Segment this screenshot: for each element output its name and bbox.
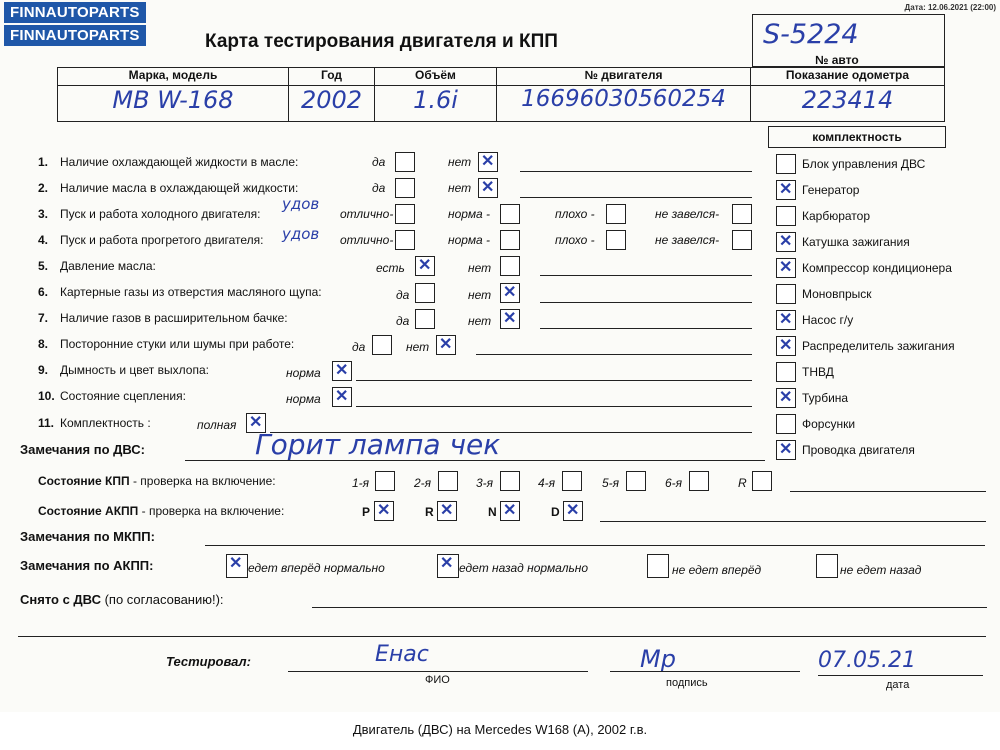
completeness-label: Катушка зажигания bbox=[802, 235, 910, 249]
option-label: плохо - bbox=[555, 207, 595, 221]
gear-label: 2-я bbox=[414, 476, 432, 490]
option-checkbox[interactable] bbox=[436, 335, 456, 355]
test-label: Дымность и цвет выхлопа: bbox=[60, 363, 209, 377]
akpp-remark-checkbox[interactable] bbox=[226, 554, 248, 578]
completeness-checkbox[interactable] bbox=[776, 154, 796, 174]
completeness-checkbox[interactable] bbox=[776, 206, 796, 226]
note-line bbox=[476, 354, 752, 355]
test-number: 6. bbox=[38, 285, 49, 299]
option-label: да bbox=[372, 155, 386, 169]
note-line bbox=[185, 460, 765, 461]
engine-remarks-label: Замечания по ДВС: bbox=[20, 442, 145, 457]
tested-label: Тестировал: bbox=[166, 654, 251, 669]
akpp-gear-checkbox[interactable] bbox=[563, 501, 583, 521]
completeness-label: Проводка двигателя bbox=[802, 443, 915, 457]
akpp-remark-checkbox[interactable] bbox=[647, 554, 669, 578]
option-label: нет bbox=[468, 261, 492, 275]
header-col-year: Год bbox=[288, 67, 375, 86]
option-checkbox[interactable] bbox=[500, 230, 520, 250]
option-label: да bbox=[396, 314, 410, 328]
akpp-remark-label: не едет вперёд bbox=[672, 563, 762, 577]
option-label: есть bbox=[376, 261, 405, 275]
option-label: нет bbox=[448, 155, 472, 169]
akpp-remark-checkbox[interactable] bbox=[816, 554, 838, 578]
option-checkbox[interactable] bbox=[732, 204, 752, 224]
option-label: да bbox=[396, 288, 410, 302]
option-checkbox[interactable] bbox=[500, 256, 520, 276]
signature-scrawl: Мр bbox=[640, 645, 676, 673]
option-label: не завелся- bbox=[655, 233, 720, 247]
test-number: 7. bbox=[38, 311, 49, 325]
test-number: 11. bbox=[38, 416, 55, 430]
test-label: Пуск и работа прогретого двигателя: bbox=[60, 233, 264, 247]
removed-row bbox=[20, 592, 224, 607]
akpp-gear-checkbox[interactable] bbox=[374, 501, 394, 521]
option-label: нет bbox=[448, 181, 472, 195]
test-date: 07.05.21 bbox=[818, 648, 916, 673]
tester-name: Енас bbox=[375, 642, 429, 667]
option-checkbox[interactable] bbox=[395, 230, 415, 250]
gear-label: 3-я bbox=[476, 476, 494, 490]
note-line bbox=[356, 406, 752, 407]
engine-remarks-value: Горит лампа чек bbox=[255, 428, 501, 461]
header-col-volume: Объём bbox=[374, 67, 497, 86]
option-label: норма - bbox=[448, 233, 491, 247]
gear-checkbox[interactable] bbox=[500, 471, 520, 491]
option-checkbox[interactable] bbox=[415, 283, 435, 303]
note-line bbox=[520, 197, 752, 198]
car-number-value: S-5224 bbox=[763, 19, 859, 50]
car-number-box bbox=[752, 14, 945, 67]
gear-checkbox[interactable] bbox=[626, 471, 646, 491]
completeness-checkbox[interactable] bbox=[776, 362, 796, 382]
akpp-remark-label: не едет назад bbox=[840, 563, 922, 577]
test-label: Наличие охлаждающей жидкости в масле: bbox=[60, 155, 299, 169]
completeness-label: Насос г/у bbox=[802, 313, 854, 327]
option-checkbox[interactable] bbox=[332, 387, 352, 407]
akpp-gear-checkbox[interactable] bbox=[500, 501, 520, 521]
note-line bbox=[818, 675, 983, 676]
option-checkbox[interactable] bbox=[332, 361, 352, 381]
model-value: MB W-168 bbox=[112, 86, 234, 114]
option-label: нет bbox=[468, 314, 492, 328]
akpp-row bbox=[38, 504, 284, 518]
option-checkbox[interactable] bbox=[395, 178, 415, 198]
test-label: Пуск и работа холодного двигателя: bbox=[60, 207, 261, 221]
handwritten-note: удов bbox=[282, 195, 320, 213]
test-number: 5. bbox=[38, 259, 49, 273]
completeness-label: Турбина bbox=[802, 391, 849, 405]
option-checkbox[interactable] bbox=[500, 204, 520, 224]
gear-checkbox[interactable] bbox=[375, 471, 395, 491]
completeness-title: комплектность bbox=[768, 126, 946, 148]
akpp-label: Состояние АКПП bbox=[38, 504, 139, 518]
completeness-checkbox[interactable] bbox=[776, 258, 796, 278]
gear-label: 1-я bbox=[352, 476, 370, 490]
header-value-cell bbox=[496, 85, 751, 122]
option-checkbox[interactable] bbox=[500, 309, 520, 329]
header-value-cell bbox=[288, 85, 375, 122]
gear-checkbox[interactable] bbox=[689, 471, 709, 491]
option-label: нет bbox=[468, 288, 492, 302]
completeness-checkbox[interactable] bbox=[776, 180, 796, 200]
note-line bbox=[600, 521, 986, 522]
date-stamp: Дата: 12.06.2021 (22:00) bbox=[904, 3, 996, 12]
test-number: 1. bbox=[38, 155, 49, 169]
header-col-model: Марка, модель bbox=[57, 67, 289, 86]
option-label: да bbox=[372, 181, 386, 195]
test-label: Посторонние стуки или шумы при работе: bbox=[60, 337, 295, 351]
kpp-row bbox=[38, 474, 276, 488]
note-line bbox=[18, 636, 986, 637]
option-checkbox[interactable] bbox=[415, 256, 435, 276]
option-checkbox[interactable] bbox=[415, 309, 435, 329]
gear-label: 4-я bbox=[538, 476, 556, 490]
completeness-checkbox[interactable] bbox=[776, 310, 796, 330]
option-checkbox[interactable] bbox=[478, 178, 498, 198]
note-line bbox=[520, 171, 752, 172]
akpp-suffix: - проверка на включение: bbox=[138, 504, 285, 518]
date-label: дата bbox=[886, 679, 910, 691]
completeness-label: Моновпрыск bbox=[802, 287, 872, 301]
option-checkbox[interactable] bbox=[478, 152, 498, 172]
test-label: Наличие масла в охлаждающей жидкости: bbox=[60, 181, 299, 195]
akpp-gear-label: N bbox=[488, 505, 497, 519]
akpp-remark-label: едет назад нормально bbox=[459, 561, 589, 575]
test-label: Комплектность : bbox=[60, 416, 151, 430]
gear-label: 5-я bbox=[602, 476, 620, 490]
option-label: отлично- bbox=[340, 207, 394, 221]
gear-checkbox[interactable] bbox=[752, 471, 772, 491]
option-label: плохо - bbox=[555, 233, 595, 247]
option-checkbox[interactable] bbox=[395, 204, 415, 224]
akpp-gear-label: P bbox=[362, 505, 371, 519]
gear-checkbox[interactable] bbox=[562, 471, 582, 491]
akpp-remark-label: едет вперёд нормально bbox=[248, 561, 385, 575]
note-line bbox=[610, 671, 800, 672]
mkpp-remarks-label: Замечания по МКПП: bbox=[20, 529, 155, 544]
note-line bbox=[205, 545, 985, 546]
completeness-checkbox[interactable] bbox=[776, 440, 796, 460]
page-title: Карта тестирования двигателя и КПП bbox=[205, 31, 558, 52]
completeness-label: Форсунки bbox=[802, 417, 856, 431]
test-label: Наличие газов в расширительном бачке: bbox=[60, 311, 288, 325]
completeness-checkbox[interactable] bbox=[776, 388, 796, 408]
volume-value: 1.6i bbox=[413, 86, 458, 114]
header-value-cell bbox=[374, 85, 497, 122]
test-number: 4. bbox=[38, 233, 49, 247]
option-label: полная bbox=[197, 418, 237, 432]
header-value-cell bbox=[750, 85, 945, 122]
completeness-label: ТНВД bbox=[802, 365, 834, 379]
test-label: Картерные газы из отверстия масляного щупа: bbox=[60, 285, 322, 299]
note-line bbox=[288, 671, 588, 672]
completeness-label: Распределитель зажигания bbox=[802, 339, 955, 353]
option-checkbox[interactable] bbox=[606, 204, 626, 224]
completeness-label: Генератор bbox=[802, 183, 860, 197]
completeness-label: Блок управления ДВС bbox=[802, 157, 926, 171]
image-caption: Двигатель (ДВС) на Mercedes W168 (A), 2002 г.в. bbox=[352, 722, 648, 737]
completeness-checkbox[interactable] bbox=[776, 284, 796, 304]
option-label: норма bbox=[286, 392, 321, 406]
option-label: норма - bbox=[448, 207, 491, 221]
odometer-value: 223414 bbox=[801, 86, 894, 114]
option-label: отлично- bbox=[340, 233, 394, 247]
signature-label: подпись bbox=[666, 677, 708, 689]
note-line bbox=[540, 302, 752, 303]
completeness-label: Карбюратор bbox=[802, 209, 871, 223]
option-label: да bbox=[352, 340, 366, 354]
handwritten-note: удов bbox=[282, 225, 320, 243]
test-number: 2. bbox=[38, 181, 49, 195]
test-label: Давление масла: bbox=[60, 259, 156, 273]
option-label: нет bbox=[406, 340, 430, 354]
option-checkbox[interactable] bbox=[372, 335, 392, 355]
test-number: 8. bbox=[38, 337, 49, 351]
option-checkbox[interactable] bbox=[606, 230, 626, 250]
note-line bbox=[540, 328, 752, 329]
kpp-suffix: - проверка на включение: bbox=[129, 474, 276, 488]
header-col-engine-number: № двигателя bbox=[496, 67, 751, 86]
completeness-checkbox[interactable] bbox=[776, 414, 796, 434]
completeness-checkbox[interactable] bbox=[776, 336, 796, 356]
test-label: Состояние сцепления: bbox=[60, 389, 186, 403]
option-checkbox[interactable] bbox=[732, 230, 752, 250]
engine-number-value: 16696030560254 bbox=[521, 86, 726, 112]
option-label: норма bbox=[286, 366, 321, 380]
watermark-logo: FINNAUTOPARTS bbox=[4, 25, 146, 46]
header-col-odometer: Показание одометра bbox=[750, 67, 945, 86]
year-value: 2002 bbox=[300, 86, 363, 114]
completeness-checkbox[interactable] bbox=[776, 232, 796, 252]
car-number-label: № авто bbox=[815, 53, 859, 67]
option-checkbox[interactable] bbox=[500, 283, 520, 303]
test-number: 10. bbox=[38, 389, 55, 403]
removed-label: Снято с ДВС bbox=[20, 592, 101, 607]
header-value-cell bbox=[57, 85, 289, 122]
watermark-logo: FINNAUTOPARTS bbox=[4, 2, 146, 23]
kpp-label: Состояние КПП bbox=[38, 474, 130, 488]
option-label: не завелся- bbox=[655, 207, 720, 221]
note-line bbox=[312, 607, 987, 608]
gear-label: R bbox=[738, 476, 747, 490]
removed-suffix: (по согласованию!): bbox=[100, 592, 224, 607]
akpp-remarks-label: Замечания по АКПП: bbox=[20, 558, 154, 573]
akpp-remark-checkbox[interactable] bbox=[437, 554, 459, 578]
gear-label: 6-я bbox=[665, 476, 683, 490]
akpp-gear-label: D bbox=[551, 505, 560, 519]
completeness-label: Компрессор кондиционера bbox=[802, 261, 952, 275]
akpp-gear-checkbox[interactable] bbox=[437, 501, 457, 521]
akpp-gear-label: R bbox=[425, 505, 434, 519]
test-number: 9. bbox=[38, 363, 49, 377]
note-line bbox=[790, 491, 986, 492]
test-number: 3. bbox=[38, 207, 49, 221]
fio-label: ФИО bbox=[425, 674, 450, 686]
option-checkbox[interactable] bbox=[395, 152, 415, 172]
note-line bbox=[356, 380, 752, 381]
gear-checkbox[interactable] bbox=[438, 471, 458, 491]
note-line bbox=[540, 275, 752, 276]
